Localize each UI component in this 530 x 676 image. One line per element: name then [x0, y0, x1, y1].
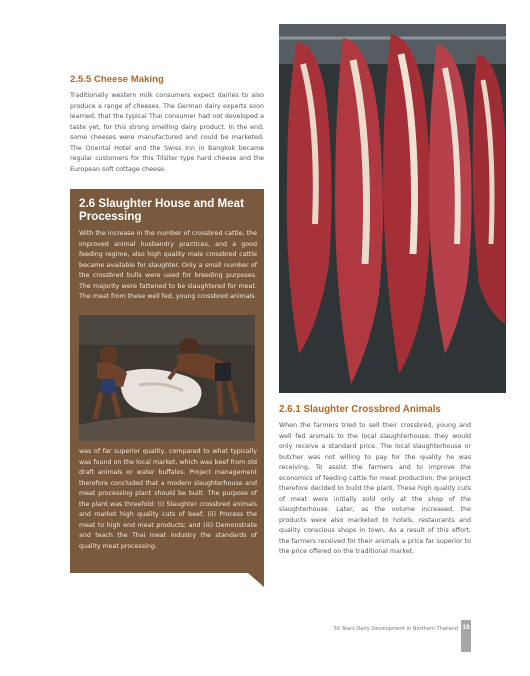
slaughter-house-panel — [70, 189, 264, 573]
butchers-photo-illustration — [79, 315, 255, 441]
footer-title: 50 Years Dairy Development in Northern Thailand — [333, 626, 458, 632]
cheese-making-section — [70, 74, 264, 175]
butchers-photo — [79, 315, 255, 441]
page-number: 19 — [461, 620, 471, 652]
hanging-carcasses-photo — [279, 24, 506, 393]
slaughter-crossbred-heading: 2.6.1 Slaughter Crossbred Animals — [279, 404, 441, 415]
panel-corner-tab — [248, 573, 264, 587]
slaughter-crossbred-section — [279, 404, 471, 558]
slaughter-house-title: 2.6 Slaughter House and Meat Processing — [79, 197, 244, 223]
slaughter-house-body-bottom: was of far superior quality, compared to what typically was found on the local market, which was beef from old draft animals or water buffalos. Project management therefore concluded that a modern slaughterhouse and meat processing plant should be built. The purpose of the plant was threefold: (i) Slaughter crossbred animals and market high quality cuts of beef; (ii) Process the meat to high end meat products; and (iii) Demonstrate and teach the Thai meat industry the standards of quality meat processing. — [79, 448, 257, 550]
slaughter-crossbred-body: When the farmers tried to sell their crossbred, young and well fed animals to the local slaughterhouse, they would only receive a standard price. The local slaughterhouse or butcher was not willing to pay for the quality he was receiving. To assist the farmers and to improve the economics of feeding cattle for meat production, the project therefore decided to build the plant. These high quality cuts of meat were initially sold only at the shop of the slaughterhouse. Later, as the volume increased, the products were also marketed to hotels, restaurants and quality conscious shops in town. As a result of this effort, the farmers received for their animals a price far superior to the price offered on the traditional market. — [279, 422, 471, 555]
hanging-carcasses-illustration — [279, 24, 506, 393]
slaughter-house-body-top: With the increase in the number of crossbred cattle, the improved animal husbandry practices, and a good feeding regime, also high quality male crossbred cattle became available for slaughter. Only a small number of the crossbred bulls were used for breeding purposes. The majority were fattened to be slaughtered for meat. The meat from these well fed, young crossbred animals — [79, 230, 257, 300]
cheese-making-heading: 2.5.5 Cheese Making — [70, 74, 164, 85]
cheese-making-body: Traditionally western milk consumers expect dairies to also produce a range of cheeses. The German dairy experts soon learned, that the typical Thai consumer had not developed a taste yet, for this strong smelling dairy product. In the end, some cheeses were manufactured and could be marketed. The Oriental Hotel and the Swiss Inn in Bangkok became regular customers for this Tilsiter type hard cheese and the European soft cottage cheese. — [70, 92, 264, 173]
